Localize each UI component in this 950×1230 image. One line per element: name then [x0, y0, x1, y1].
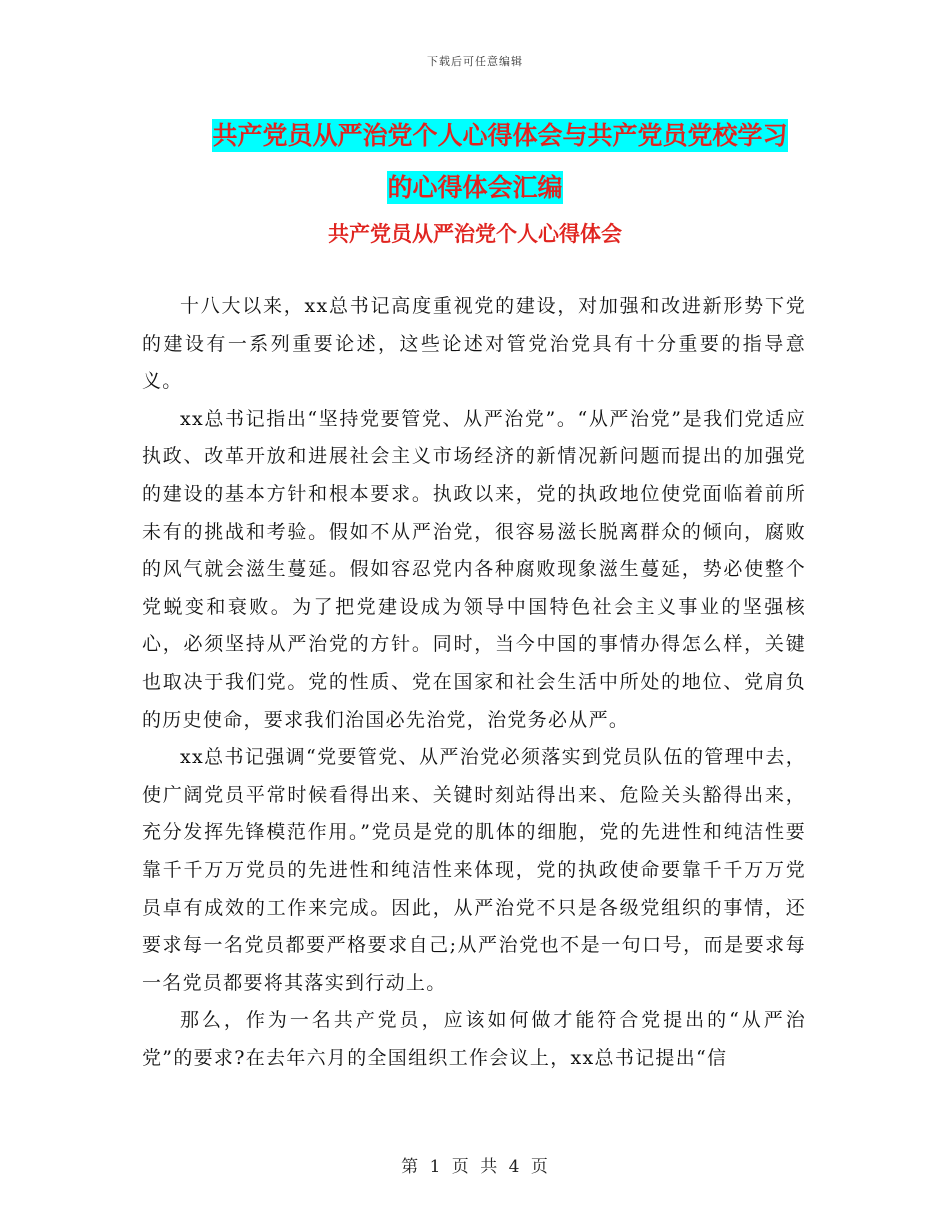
- section-heading: 共产党员从严治党个人心得体会: [328, 222, 622, 246]
- document-title: [0, 110, 950, 214]
- document-title-line-2: 的心得体会汇编: [387, 173, 563, 202]
- document-body: [142, 288, 806, 1077]
- page-header-note: 下载后可任意编辑: [427, 55, 523, 68]
- paragraph: 那么，作为一名共产党员，应该如何做才能符合党提出的“从严治党”的要求?在去年六月的全国组织工作会议上，xx总书记提出“信: [142, 1009, 806, 1069]
- document-title-line-1: 共产党员从严治党个人心得体会与共产党员党校学习: [212, 121, 788, 150]
- paragraph: xx总书记指出“坚持党要管党、从严治党”。“从严治党”是我们党适应执政、改革开放和进展社会主义市场经济的新情况新问题而提出的加强党的建设的基本方针和根本要求。执政以来，党的执政地位使党面临着前所未有的挑战和考验。假如不从严治党，很容易滋长脱离群众的倾向，腐败的风气就会滋生蔓延。假如容忍党内各种腐败现象滋生蔓延，势必使整个党蜕变和衰败。为了把党建设成为领导中国特色社会主义事业的坚强核心，必须坚持从严治党的方针。同时，当今中国的事情办得怎么样，关键也取决于我们党。党的性质、党在国家和社会生活中所处的地位、党肩负的历史使命，要求我们治国必先治党，治党务必从严。: [142, 407, 806, 731]
- paragraph: 十八大以来，xx总书记高度重视党的建设，对加强和改进新形势下党的建设有一系列重要论述，这些论述对管党治党具有十分重要的指导意义。: [142, 295, 806, 393]
- page-number-footer: 第 1 页 共 4 页: [401, 1157, 549, 1177]
- paragraph: xx总书记强调“党要管党、从严治党必须落实到党员队伍的管理中去，使广阔党员平常时候看得出来、关键时刻站得出来、危险关头豁得出来，充分发挥先锋模范作用。”党员是党的肌体的细胞，党的先进性和纯洁性要靠千千万万党员的先进性和纯洁性来体现，党的执政使命要靠千千万万党员卓有成效的工作来完成。因此，从严治党不只是各级党组织的事情，还要求每一名党员都要严格要求自己;从严治党也不是一句口号，而是要求每一名党员都要将其落实到行动上。: [142, 746, 806, 994]
